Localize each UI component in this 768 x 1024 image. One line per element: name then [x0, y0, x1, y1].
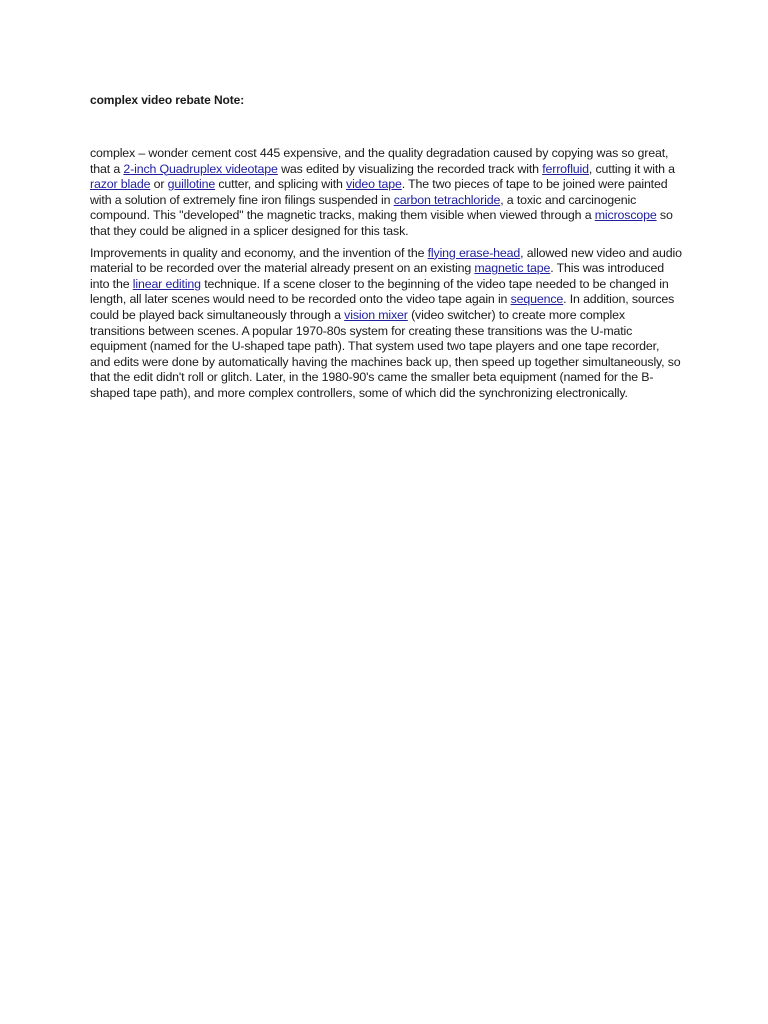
- document-title: complex video rebate Note:: [90, 93, 245, 107]
- text-run: cutter, and splicing with: [215, 177, 347, 192]
- inline-link[interactable]: guillotine: [167, 177, 216, 192]
- document-paragraphs: [90, 146, 682, 402]
- inline-link[interactable]: razor blade: [90, 177, 151, 192]
- text-run: so that they could be aligned in a splicer designed for this task.: [90, 208, 673, 238]
- inline-link[interactable]: ferrofluid: [542, 161, 589, 176]
- text-run: , allowed new video and audio material to be recorded over the material already present on an existing: [90, 245, 682, 276]
- text-run: (video switcher) to create more complex transitions between scenes. A popular 1970-80s system for creating these transitions was the U-matic equipment (named for the U-shaped tape path). That system used two tape players and one tape recorder, and edits were done by automatically having the machines back up, then speed up together simultaneously, so that the edit didn't roll or glitch. Later, in the 1980-90's came the smaller beta equipment (named for the B-shaped tape path), and more complex controllers, some of which did the synchronizing electronically.: [90, 307, 681, 400]
- inline-link[interactable]: 2-inch Quadruplex videotape: [123, 161, 278, 176]
- text-run: , cutting it with a: [588, 161, 675, 176]
- text-run: complex – wonder cement cost 445 expensive, and the quality degradation caused by copying was so great, that a: [90, 146, 669, 176]
- inline-link[interactable]: linear editing: [132, 276, 201, 291]
- inline-link[interactable]: flying erase-head: [427, 245, 521, 260]
- inline-link[interactable]: magnetic tape: [474, 261, 551, 276]
- inline-link[interactable]: vision mixer: [344, 307, 408, 322]
- inline-link[interactable]: carbon tetrachloride: [393, 192, 501, 207]
- text-run: or: [150, 177, 168, 192]
- text-run: . In addition, sources could be played back simultaneously through a: [90, 292, 675, 322]
- inline-link[interactable]: sequence: [510, 292, 564, 307]
- text-run: Improvements in quality and economy, and the invention of the: [90, 245, 428, 260]
- inline-link[interactable]: video tape: [346, 177, 402, 192]
- inline-link[interactable]: microscope: [594, 208, 657, 223]
- document-body: [90, 92, 682, 408]
- paragraph: [90, 146, 682, 240]
- text-run: , a toxic and carcinogenic compound. This "developed" the magnetic tracks, making them visible when viewed through a: [90, 192, 637, 223]
- text-run: technique. If a scene closer to the beginning of the video tape needed to be changed in length, all later scenes would need to be recorded onto the video tape again in: [90, 276, 669, 307]
- paragraph: [90, 246, 682, 402]
- text-run: . The two pieces of tape to be joined were painted with a solution of extremely fine iron filings suspended in: [90, 177, 668, 207]
- text-run: . This was introduced into the: [90, 261, 664, 291]
- text-run: was edited by visualizing the recorded track with: [277, 161, 543, 176]
